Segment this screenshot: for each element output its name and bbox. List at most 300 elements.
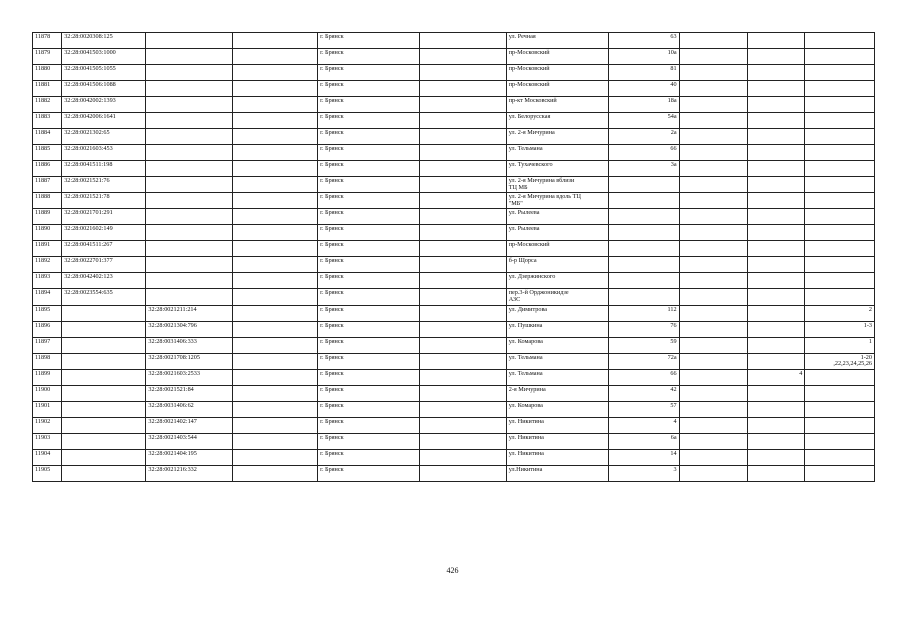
apartment-cell	[805, 241, 875, 257]
extra-mid-cell	[748, 465, 805, 481]
city-cell: г. Брянск	[318, 465, 420, 481]
empty-cell	[420, 145, 506, 161]
apartment-cell	[805, 145, 875, 161]
empty-cell	[420, 417, 506, 433]
cadastral-number-alt-cell	[146, 49, 232, 65]
cadastral-number-alt-cell	[146, 113, 232, 129]
extra-mid-cell	[748, 321, 805, 337]
extra-mid-cell	[748, 433, 805, 449]
street-cell: ул. Комарова	[506, 337, 608, 353]
empty-cell	[679, 337, 747, 353]
row-id-cell: 11901	[33, 401, 62, 417]
street-cell: пр-Московский	[506, 49, 608, 65]
house-number-cell: 112	[608, 305, 679, 321]
row-id-cell: 11883	[33, 113, 62, 129]
empty-cell	[679, 209, 747, 225]
table-row	[33, 353, 875, 369]
empty-cell	[679, 401, 747, 417]
street-cell: ул. Тельмана	[506, 353, 608, 369]
street-cell: ул. 2-я Мичурина вдоль ТЦ "МБ"	[506, 193, 608, 209]
house-number-cell: 42	[608, 385, 679, 401]
empty-cell	[679, 97, 747, 113]
empty-cell	[420, 369, 506, 385]
empty-cell	[420, 81, 506, 97]
cadastral-number-alt-cell: 32:28:0021304:796	[146, 321, 232, 337]
empty-cell	[232, 33, 317, 49]
house-number-cell: 66	[608, 369, 679, 385]
row-id-cell: 11881	[33, 81, 62, 97]
house-number-cell	[608, 209, 679, 225]
cadastral-number-alt-cell: 32:28:0021708:1205	[146, 353, 232, 369]
empty-cell	[232, 145, 317, 161]
empty-cell	[420, 465, 506, 481]
empty-cell	[232, 449, 317, 465]
row-id-cell: 11879	[33, 49, 62, 65]
house-number-cell: 63	[608, 33, 679, 49]
street-cell: ул. Тельмана	[506, 369, 608, 385]
cadastral-number-alt-cell	[146, 241, 232, 257]
table-row	[33, 337, 875, 353]
empty-cell	[232, 401, 317, 417]
city-cell: г. Брянск	[318, 113, 420, 129]
empty-cell	[232, 209, 317, 225]
cadastral-number-cell: 32:28:0041511:267	[62, 241, 146, 257]
apartment-cell	[805, 161, 875, 177]
empty-cell	[679, 161, 747, 177]
city-cell: г. Брянск	[318, 49, 420, 65]
extra-mid-cell	[748, 33, 805, 49]
apartment-cell	[805, 49, 875, 65]
street-cell: пр-кт Московский	[506, 97, 608, 113]
city-cell: г. Брянск	[318, 449, 420, 465]
extra-mid-cell	[748, 145, 805, 161]
empty-cell	[420, 401, 506, 417]
street-cell: ул. Тухачевского	[506, 161, 608, 177]
row-id-cell: 11885	[33, 145, 62, 161]
empty-cell	[679, 417, 747, 433]
apartment-cell	[805, 129, 875, 145]
apartment-cell	[805, 81, 875, 97]
empty-cell	[679, 321, 747, 337]
cadastral-number-alt-cell	[146, 161, 232, 177]
extra-mid-cell	[748, 401, 805, 417]
table-row	[33, 449, 875, 465]
table-row	[33, 177, 875, 193]
empty-cell	[232, 113, 317, 129]
table-row	[33, 145, 875, 161]
house-number-cell: 59	[608, 337, 679, 353]
empty-cell	[420, 385, 506, 401]
cadastral-number-alt-cell	[146, 81, 232, 97]
cadastral-number-cell: 32:28:0021603:453	[62, 145, 146, 161]
cadastral-number-alt-cell: 32:28:0031406:62	[146, 401, 232, 417]
city-cell: г. Брянск	[318, 433, 420, 449]
table-row	[33, 433, 875, 449]
table-row	[33, 273, 875, 289]
apartment-cell	[805, 65, 875, 81]
empty-cell	[679, 289, 747, 305]
empty-cell	[232, 225, 317, 241]
table-row	[33, 321, 875, 337]
street-cell: ул. Никитина	[506, 449, 608, 465]
cadastral-number-alt-cell	[146, 97, 232, 113]
empty-cell	[232, 369, 317, 385]
cadastral-number-cell	[62, 465, 146, 481]
apartment-cell: 1-3	[805, 321, 875, 337]
apartment-cell	[805, 113, 875, 129]
row-id-cell: 11897	[33, 337, 62, 353]
page-number: 426	[446, 566, 459, 575]
property-register-table	[32, 32, 875, 482]
house-number-cell: 81	[608, 65, 679, 81]
empty-cell	[420, 289, 506, 305]
street-cell: ул. Пушкина	[506, 321, 608, 337]
cadastral-number-alt-cell	[146, 257, 232, 273]
city-cell: г. Брянск	[318, 337, 420, 353]
row-id-cell: 11896	[33, 321, 62, 337]
cadastral-number-cell: 32:28:0021701:291	[62, 209, 146, 225]
cadastral-number-alt-cell	[146, 225, 232, 241]
extra-mid-cell	[748, 353, 805, 369]
empty-cell	[679, 433, 747, 449]
cadastral-number-cell: 32:28:0041503:1000	[62, 49, 146, 65]
house-number-cell: 6а	[608, 433, 679, 449]
empty-cell	[420, 273, 506, 289]
house-number-cell: 66	[608, 145, 679, 161]
extra-mid-cell	[748, 49, 805, 65]
empty-cell	[420, 225, 506, 241]
empty-cell	[679, 465, 747, 481]
table-row	[33, 305, 875, 321]
cadastral-number-alt-cell	[146, 65, 232, 81]
street-cell: пер.3-й Орджоникидзе АЗС	[506, 289, 608, 305]
extra-mid-cell	[748, 209, 805, 225]
house-number-cell: 3	[608, 465, 679, 481]
house-number-cell: 54а	[608, 113, 679, 129]
extra-mid-cell	[748, 449, 805, 465]
extra-mid-cell	[748, 161, 805, 177]
cadastral-number-alt-cell: 32:28:0021521:84	[146, 385, 232, 401]
empty-cell	[679, 33, 747, 49]
cadastral-number-cell: 32:28:0021302:65	[62, 129, 146, 145]
empty-cell	[232, 321, 317, 337]
empty-cell	[232, 97, 317, 113]
cadastral-number-cell: 32:28:0021602:149	[62, 225, 146, 241]
cadastral-number-cell	[62, 449, 146, 465]
row-id-cell: 11888	[33, 193, 62, 209]
empty-cell	[232, 129, 317, 145]
city-cell: г. Брянск	[318, 81, 420, 97]
table-row	[33, 209, 875, 225]
house-number-cell	[608, 225, 679, 241]
empty-cell	[420, 129, 506, 145]
city-cell: г. Брянск	[318, 161, 420, 177]
street-cell: ул.Никитина	[506, 465, 608, 481]
street-cell: ул. Тельмана	[506, 145, 608, 161]
apartment-cell: 1	[805, 337, 875, 353]
empty-cell	[679, 129, 747, 145]
empty-cell	[420, 177, 506, 193]
extra-mid-cell	[748, 385, 805, 401]
city-cell: г. Брянск	[318, 305, 420, 321]
cadastral-number-cell: 32:28:0021521:76	[62, 177, 146, 193]
empty-cell	[232, 465, 317, 481]
empty-cell	[232, 289, 317, 305]
cadastral-number-alt-cell	[146, 209, 232, 225]
apartment-cell	[805, 209, 875, 225]
extra-mid-cell	[748, 65, 805, 81]
apartment-cell	[805, 369, 875, 385]
cadastral-number-alt-cell: 32:28:0021603:2533	[146, 369, 232, 385]
extra-mid-cell	[748, 225, 805, 241]
street-cell: б-р Щорса	[506, 257, 608, 273]
row-id-cell: 11900	[33, 385, 62, 401]
apartment-cell	[805, 193, 875, 209]
empty-cell	[679, 257, 747, 273]
cadastral-number-cell	[62, 385, 146, 401]
empty-cell	[420, 49, 506, 65]
street-cell: ул. Белорусская	[506, 113, 608, 129]
house-number-cell	[608, 241, 679, 257]
city-cell: г. Брянск	[318, 289, 420, 305]
empty-cell	[232, 177, 317, 193]
street-cell: ул. Рылеева	[506, 209, 608, 225]
row-id-cell: 11884	[33, 129, 62, 145]
row-id-cell: 11892	[33, 257, 62, 273]
empty-cell	[679, 65, 747, 81]
street-cell: пр-Московский	[506, 241, 608, 257]
street-cell: пр-Московский	[506, 81, 608, 97]
empty-cell	[232, 81, 317, 97]
cadastral-number-cell: 32:28:0042006:1641	[62, 113, 146, 129]
empty-cell	[420, 353, 506, 369]
table-row	[33, 193, 875, 209]
house-number-cell: 76	[608, 321, 679, 337]
city-cell: г. Брянск	[318, 33, 420, 49]
empty-cell	[679, 113, 747, 129]
cadastral-number-cell: 32:28:0020308:125	[62, 33, 146, 49]
empty-cell	[679, 305, 747, 321]
empty-cell	[232, 353, 317, 369]
city-cell: г. Брянск	[318, 257, 420, 273]
empty-cell	[679, 385, 747, 401]
city-cell: г. Брянск	[318, 321, 420, 337]
table-row	[33, 161, 875, 177]
house-number-cell: 3а	[608, 161, 679, 177]
city-cell: г. Брянск	[318, 97, 420, 113]
extra-mid-cell	[748, 193, 805, 209]
extra-mid-cell	[748, 177, 805, 193]
empty-cell	[232, 257, 317, 273]
house-number-cell: 40	[608, 81, 679, 97]
cadastral-number-cell	[62, 321, 146, 337]
cadastral-number-cell: 32:28:0022701:377	[62, 257, 146, 273]
apartment-cell	[805, 417, 875, 433]
city-cell: г. Брянск	[318, 145, 420, 161]
cadastral-number-alt-cell	[146, 193, 232, 209]
house-number-cell	[608, 177, 679, 193]
extra-mid-cell	[748, 305, 805, 321]
extra-mid-cell: 4	[748, 369, 805, 385]
apartment-cell: 1-20 ,22,23,24,25,26	[805, 353, 875, 369]
table-row	[33, 465, 875, 481]
empty-cell	[420, 65, 506, 81]
apartment-cell	[805, 33, 875, 49]
row-id-cell: 11899	[33, 369, 62, 385]
empty-cell	[232, 193, 317, 209]
extra-mid-cell	[748, 257, 805, 273]
empty-cell	[679, 273, 747, 289]
apartment-cell	[805, 385, 875, 401]
house-number-cell: 14	[608, 449, 679, 465]
row-id-cell: 11902	[33, 417, 62, 433]
cadastral-number-alt-cell: 32:28:0021403:544	[146, 433, 232, 449]
extra-mid-cell	[748, 81, 805, 97]
cadastral-number-cell	[62, 433, 146, 449]
table-row	[33, 417, 875, 433]
table-row	[33, 289, 875, 305]
empty-cell	[420, 321, 506, 337]
empty-cell	[420, 33, 506, 49]
empty-cell	[232, 49, 317, 65]
table-row	[33, 369, 875, 385]
apartment-cell	[805, 465, 875, 481]
street-cell: ул. Речная	[506, 33, 608, 49]
apartment-cell	[805, 433, 875, 449]
row-id-cell: 11891	[33, 241, 62, 257]
city-cell: г. Брянск	[318, 385, 420, 401]
house-number-cell: 72а	[608, 353, 679, 369]
row-id-cell: 11895	[33, 305, 62, 321]
row-id-cell: 11886	[33, 161, 62, 177]
apartment-cell	[805, 177, 875, 193]
apartment-cell	[805, 257, 875, 273]
table-row	[33, 81, 875, 97]
empty-cell	[420, 193, 506, 209]
table-row	[33, 257, 875, 273]
cadastral-number-cell: 32:28:0041511:198	[62, 161, 146, 177]
cadastral-number-cell: 32:28:0041505:1055	[62, 65, 146, 81]
city-cell: г. Брянск	[318, 177, 420, 193]
empty-cell	[679, 81, 747, 97]
apartment-cell	[805, 97, 875, 113]
house-number-cell	[608, 273, 679, 289]
city-cell: г. Брянск	[318, 417, 420, 433]
street-cell: ул. 2-я Мичурина	[506, 129, 608, 145]
empty-cell	[679, 145, 747, 161]
apartment-cell	[805, 225, 875, 241]
cadastral-number-cell: 32:28:0041506:1088	[62, 81, 146, 97]
city-cell: г. Брянск	[318, 241, 420, 257]
city-cell: г. Брянск	[318, 353, 420, 369]
cadastral-number-alt-cell	[146, 129, 232, 145]
apartment-cell	[805, 289, 875, 305]
row-id-cell: 11889	[33, 209, 62, 225]
empty-cell	[679, 49, 747, 65]
table-row	[33, 33, 875, 49]
street-cell: ул. 2-я Мичурина вблизи ТЦ МБ	[506, 177, 608, 193]
city-cell: г. Брянск	[318, 209, 420, 225]
extra-mid-cell	[748, 97, 805, 113]
city-cell: г. Брянск	[318, 369, 420, 385]
empty-cell	[679, 241, 747, 257]
street-cell: 2-я Мичурина	[506, 385, 608, 401]
house-number-cell: 2а	[608, 129, 679, 145]
cadastral-number-alt-cell	[146, 145, 232, 161]
house-number-cell	[608, 257, 679, 273]
table-body	[33, 33, 875, 482]
row-id-cell: 11882	[33, 97, 62, 113]
empty-cell	[420, 433, 506, 449]
empty-cell	[232, 337, 317, 353]
house-number-cell: 18а	[608, 97, 679, 113]
empty-cell	[232, 241, 317, 257]
empty-cell	[420, 257, 506, 273]
empty-cell	[420, 161, 506, 177]
empty-cell	[679, 449, 747, 465]
cadastral-number-cell: 32:28:0023554:635	[62, 289, 146, 305]
city-cell: г. Брянск	[318, 65, 420, 81]
empty-cell	[679, 193, 747, 209]
extra-mid-cell	[748, 241, 805, 257]
empty-cell	[232, 65, 317, 81]
cadastral-number-cell	[62, 353, 146, 369]
cadastral-number-cell	[62, 369, 146, 385]
table-row	[33, 129, 875, 145]
empty-cell	[679, 369, 747, 385]
cadastral-number-alt-cell: 32:28:0031406:333	[146, 337, 232, 353]
cadastral-number-cell: 32:28:0042002:1393	[62, 97, 146, 113]
empty-cell	[420, 97, 506, 113]
table-row	[33, 97, 875, 113]
house-number-cell: 4	[608, 417, 679, 433]
street-cell: ул. Никитина	[506, 433, 608, 449]
apartment-cell: 2	[805, 305, 875, 321]
street-cell: ул. Дзержинского	[506, 273, 608, 289]
house-number-cell: 10а	[608, 49, 679, 65]
empty-cell	[679, 353, 747, 369]
row-id-cell: 11890	[33, 225, 62, 241]
row-id-cell: 11898	[33, 353, 62, 369]
table-row	[33, 401, 875, 417]
empty-cell	[420, 449, 506, 465]
street-cell: пр-Московский	[506, 65, 608, 81]
table-row	[33, 385, 875, 401]
extra-mid-cell	[748, 337, 805, 353]
apartment-cell	[805, 449, 875, 465]
street-cell: ул. Комарова	[506, 401, 608, 417]
empty-cell	[232, 273, 317, 289]
cadastral-number-alt-cell: 32:28:0021402:147	[146, 417, 232, 433]
cadastral-number-cell: 32:28:0042402:123	[62, 273, 146, 289]
row-id-cell: 11880	[33, 65, 62, 81]
cadastral-number-cell	[62, 337, 146, 353]
apartment-cell	[805, 401, 875, 417]
row-id-cell: 11893	[33, 273, 62, 289]
empty-cell	[232, 385, 317, 401]
extra-mid-cell	[748, 417, 805, 433]
empty-cell	[232, 417, 317, 433]
cadastral-number-cell: 32:28:0021521:78	[62, 193, 146, 209]
empty-cell	[420, 241, 506, 257]
row-id-cell: 11878	[33, 33, 62, 49]
cadastral-number-alt-cell: 32:28:0021211:214	[146, 305, 232, 321]
table-row	[33, 225, 875, 241]
cadastral-number-alt-cell	[146, 273, 232, 289]
empty-cell	[420, 209, 506, 225]
extra-mid-cell	[748, 113, 805, 129]
street-cell: ул. Никитина	[506, 417, 608, 433]
